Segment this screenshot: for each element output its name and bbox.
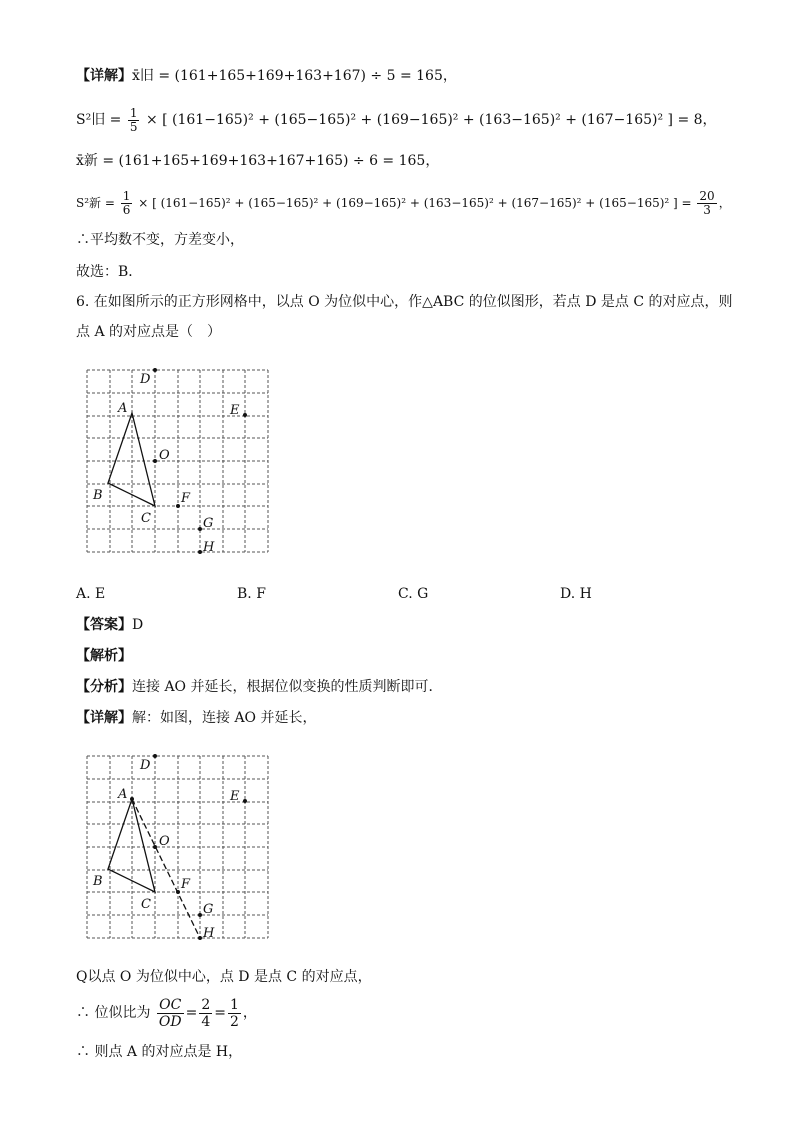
ratio-1-2: $\frac{1}{2}$ [230,996,239,1030]
label-o: O [159,448,170,463]
label-c-2: C [141,897,151,912]
choice-line: 故选：B． [76,264,143,280]
label-b: B [93,488,103,503]
label-e: E [230,403,240,418]
solution-line1: Q以点 O 为位似中心，点 D 是点 C 的对应点， [76,969,372,985]
answer-tag: 【答案】 [76,617,132,633]
var-old-lhs: S²旧 = [76,112,122,128]
var-old-line [76,106,717,134]
label-g-2: G [203,902,214,917]
label-f-2: F [181,877,191,892]
q6-stem-line1: 6. 在如图所示的正方形网格中，以点 O 为位似中心，作△ABC 的位似图形，若点 D 是点 C 的对应点，则 [76,294,733,310]
solution-grid-figure [80,750,280,946]
fenxi-tag: 【分析】 [76,679,132,695]
label-a-2: A [118,787,128,802]
mean-new-line [76,151,439,171]
mean-old-formula: x̄旧 = (161+165+169+163+167) ÷ 5 = 165， [132,68,457,84]
line-ah-dashed [132,799,200,938]
var-new-fraction: $\frac{1}{6}$ [122,189,131,217]
var-new-line: S²新 = $\frac{1}{6}$ × [ (161−165)² + (165−165)² + (169−165)² + (163−165)² + (167−165)² + (165−165)² ] = $\frac{20}{3}$ ， [76,189,731,217]
solution-line3: ∴ 则点 A 的对应点是 H， [76,1044,243,1060]
conclusion-line: ∴平均数不变，方差变小， [76,232,244,248]
solution-line2: ∴ 位似比为 $\frac{OC}{OD}$ = $\frac{2}{4}$ = $\frac{1}{2}$ ， [76,996,257,1030]
xiangjie-tag: 【详解】 [76,710,132,726]
label-g: G [203,516,214,531]
label-d: D [140,372,151,387]
detail-tag: 【详解】 [76,68,132,84]
q6-grid-figure [80,364,280,560]
option-d: D. H [560,586,592,602]
var-new-result: $\frac{20}{3}$ [699,189,715,217]
label-b-2: B [93,874,103,889]
ratio-2-4: $\frac{2}{4}$ [201,996,211,1030]
analysis-line [76,646,132,666]
option-a: A. E [76,586,106,602]
var-old-fraction: $\frac{1}{5}$ [129,105,138,134]
answer-line [76,615,143,635]
ratio-oc-od: $\frac{OC}{OD}$ [158,996,182,1030]
label-h-2: H [203,926,215,941]
xiangjie-text: 解：如图，连接 AO 并延长， [132,710,317,726]
mean-old-line [76,66,457,86]
xiangjie-line [76,708,317,728]
option-b: B. F [237,586,266,602]
label-f: F [181,491,191,506]
answer-value: D [132,617,144,633]
q6-stem-line2: 点 A 的对应点是（ ） [76,324,222,340]
fenxi-text: 连接 AO 并延长，根据位似变换的性质判断即可． [132,679,443,695]
option-c: C. G [398,586,429,602]
label-o-2: O [159,834,170,849]
var-old-rhs: × [ (161−165)² + (165−165)² + (169−165)² + (163−165)² + (167−165)² ] = 8， [145,112,717,128]
analysis-tag: 【解析】 [76,648,132,664]
label-a: A [118,401,128,416]
label-d-2: D [140,758,151,773]
label-e-2: E [230,789,240,804]
label-h: H [203,540,215,555]
var-new-rhs: × [ (161−165)² + (165−165)² + (169−165)² + (163−165)² + (167−165)² + (165−165)² ] = [138,196,692,210]
fenxi-line [76,677,443,697]
label-c: C [141,511,151,526]
var-new-lhs: S²新 = [76,196,115,210]
mean-new-formula: x̄新 = (161+165+169+163+167+165) ÷ 6 = 165， [76,153,440,169]
